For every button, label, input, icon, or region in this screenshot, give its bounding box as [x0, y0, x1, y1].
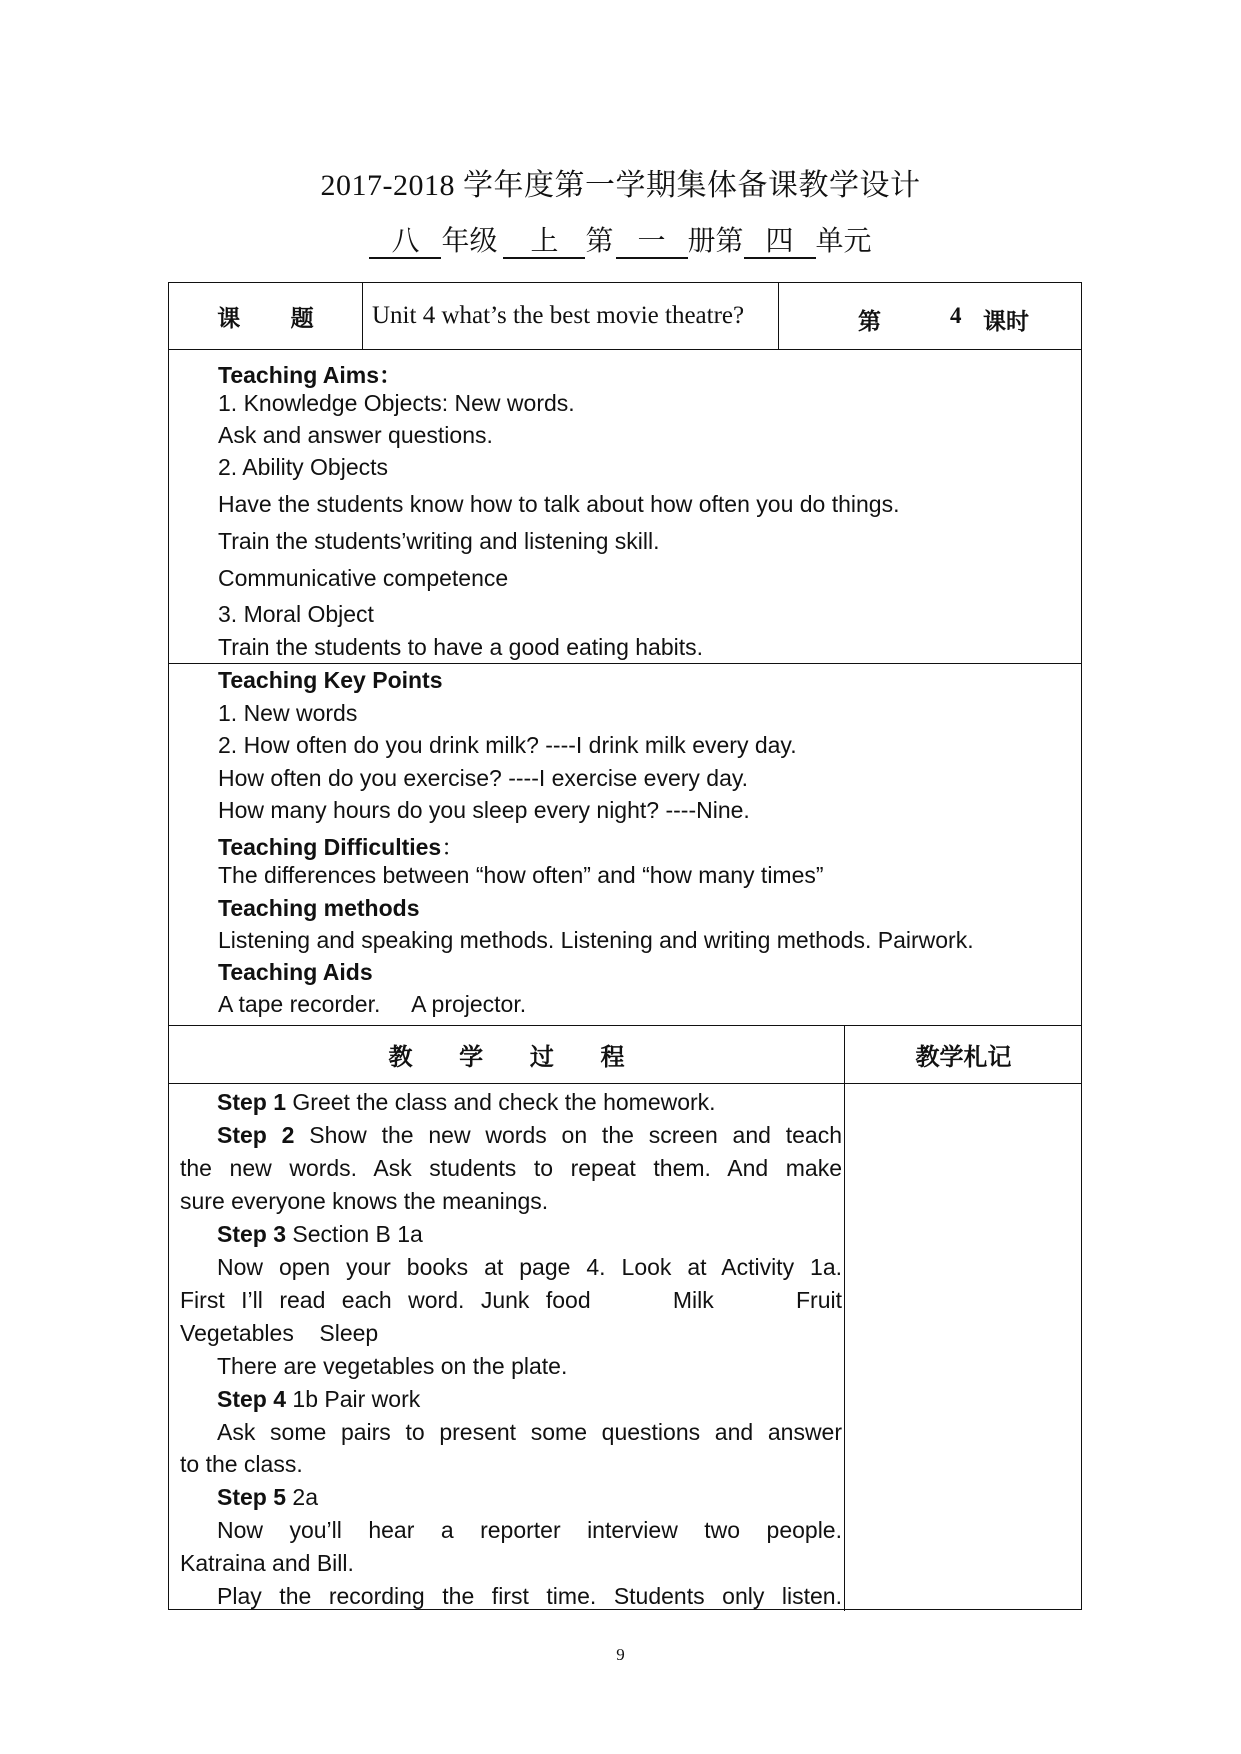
topic-label-cell	[169, 283, 362, 349]
step-line: Now open your books at page 4. Look at Activity 1a.	[217, 1254, 842, 1280]
process-header: 教 学 过 程	[388, 1043, 645, 1071]
aids-text: A tape recorder. A projector.	[218, 991, 527, 1017]
key-point-line: How often do you exercise? ----I exercise every day.	[218, 765, 749, 791]
step-line: to the class.	[180, 1451, 303, 1477]
difficulties-heading: Teaching Difficulties	[218, 834, 442, 860]
volume-value: 上	[503, 227, 585, 259]
step-line: the new words. Ask students to repeat them. And make	[180, 1155, 842, 1181]
key-point-line: 1. New words	[218, 700, 358, 726]
step-line: Katraina and Bill.	[180, 1550, 354, 1576]
period-number: 4	[950, 303, 962, 328]
step-text: 1b Pair work	[286, 1386, 421, 1412]
grade-label: 年级	[441, 226, 498, 257]
key-points-section	[218, 663, 1061, 1025]
step-line: Vegetables Sleep	[180, 1320, 379, 1346]
methods-text: Listening and speaking methods. Listening and writing methods. Pairwork.	[218, 927, 974, 953]
grade-value: 八	[369, 227, 441, 259]
period-cell	[778, 283, 1083, 349]
step-text: Greet the class and check the homework.	[286, 1089, 716, 1115]
key-point-line: 2. How often do you drink milk? ----I drink milk every day.	[218, 732, 797, 758]
book-value: 一	[616, 227, 688, 259]
step-text: Section B 1a	[286, 1221, 423, 1247]
aids-heading: Teaching Aids	[218, 959, 373, 985]
unit-value: 四	[744, 227, 816, 259]
period-suffix: 课时	[983, 308, 1029, 334]
process-header-cell	[169, 1025, 844, 1083]
unit-title: Unit 4 what’s the best movie theatre?	[372, 302, 745, 329]
notes-header-cell	[844, 1025, 1083, 1083]
aims-line: Train the students’writing and listening skill.	[218, 528, 660, 554]
step-line: Play the recording the first time. Students only listen.	[217, 1583, 842, 1609]
step-label: Step 2	[217, 1122, 295, 1148]
difficulties-text: The differences between “how often” and “how many times”	[218, 862, 824, 888]
aims-line: 3. Moral Object	[218, 601, 374, 627]
difficulties-heading-line	[218, 829, 464, 862]
step-line	[180, 1484, 842, 1511]
step-label: Step 4	[217, 1386, 287, 1412]
unit-title-cell	[362, 283, 778, 349]
volume-label: 第	[585, 226, 614, 257]
aims-line: 2. Ability Objects	[218, 454, 389, 480]
teaching-aims-heading: Teaching Aims：	[218, 362, 403, 388]
step-line	[180, 1089, 842, 1116]
page-number: 9	[616, 1645, 625, 1664]
aims-line: Ask and answer questions.	[218, 422, 493, 448]
period-prefix: 第	[858, 308, 881, 334]
book-label: 册第	[687, 226, 744, 257]
step-line	[180, 1122, 842, 1149]
step-line: Now you’ll hear a reporter interview two people.	[217, 1517, 842, 1543]
step-label: Step 1	[217, 1089, 287, 1115]
step-line: sure everyone knows the meanings.	[180, 1188, 549, 1214]
step-text: Show the new words on the screen and teach	[294, 1122, 842, 1148]
aims-line: Communicative competence	[218, 565, 509, 591]
topic-label: 课 题	[217, 304, 336, 331]
step-line: There are vegetables on the plate.	[217, 1353, 568, 1379]
step-line: First I’ll read each word. Junk food Milk Fruit	[180, 1287, 842, 1313]
notes-header: 教学札记	[915, 1043, 1012, 1071]
step-line	[180, 1221, 842, 1248]
column-divider	[844, 1025, 845, 1611]
step-label: Step 5	[217, 1484, 287, 1510]
aims-line: 1. Knowledge Objects: New words.	[218, 390, 575, 416]
teaching-aims-section	[218, 349, 1061, 663]
aims-line: Train the students to have a good eating habits.	[218, 634, 704, 660]
document-subtitle	[0, 226, 1241, 259]
key-point-line: How many hours do you sleep every night? ----Nine.	[218, 797, 750, 823]
step-line	[180, 1386, 842, 1413]
methods-heading: Teaching methods	[218, 895, 420, 921]
step-line: Ask some pairs to present some questions and answer	[217, 1419, 842, 1445]
difficulties-colon: ：	[441, 834, 465, 860]
step-label: Step 3	[217, 1221, 287, 1247]
key-points-heading: Teaching Key Points	[218, 667, 443, 693]
process-content	[180, 1083, 842, 1611]
aims-line: Have the students know how to talk about how often you do things.	[218, 491, 900, 517]
step-text: 2a	[286, 1484, 319, 1510]
lesson-plan-table	[168, 282, 1082, 1610]
document-title: 2017-2018 学年度第一学期集体备课教学设计	[320, 169, 921, 202]
unit-label: 单元	[815, 226, 872, 257]
